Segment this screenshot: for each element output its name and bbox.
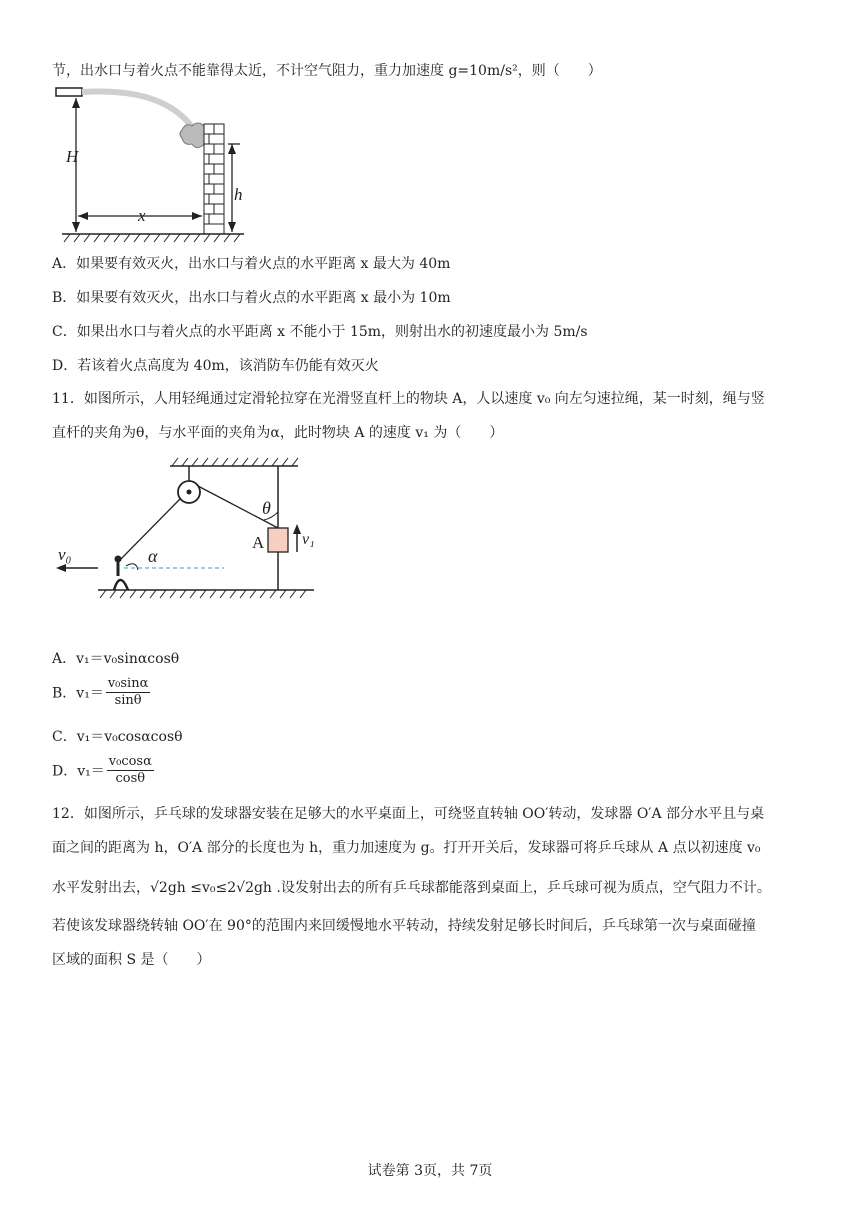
label-H: H — [66, 147, 79, 166]
label-x: x — [138, 206, 146, 225]
fire-truck-diagram — [52, 82, 252, 244]
q11-option-d — [52, 754, 154, 787]
q10-option-b: B．如果要有效灭火，出水口与着火点的水平距离 x 最小为 10m — [52, 290, 451, 306]
q12-line4: 若使该发球器绕转轴 OO′在 90°的范围内来回缓慢地水平转动，持续发射足够长时间后，乒乓球第一次与桌面碰撞 — [52, 918, 756, 934]
q11-option-b-lhs: v₁＝ — [76, 685, 104, 702]
q11-stem-line1: 11．如图所示，人用轻绳通过定滑轮拉穿在光滑竖直杆上的物块 A，人以速度 v₀ 向左匀速拉绳，某一时刻，绳与竖 — [52, 391, 765, 407]
q11-option-b-fraction — [106, 676, 151, 709]
q12-line3: 水平发射出去，√2gh ≤v₀≤2√2gh .设发射出去的所有乒乓球都能落到桌面上，乒乓球可视为质点，空气阻力不计。 — [52, 880, 771, 896]
brick-wall — [204, 124, 224, 234]
block-a-shape — [268, 528, 288, 552]
label-h: h — [234, 185, 243, 204]
q11-option-b-numerator: v₀sinα — [107, 676, 149, 691]
q10-figure — [52, 82, 252, 244]
q11-option-a-prefix: A． — [52, 651, 77, 667]
q12-line2: 面之间的距离为 h，O′A 部分的长度也为 h，重力加速度为 g。打开开关后，发球器可将乒乓球从 A 点以初速度 v₀ — [52, 840, 761, 856]
q10-option-d: D．若该着火点高度为 40m，该消防车仍能有效灭火 — [52, 358, 379, 374]
q11-option-b — [52, 676, 150, 709]
label-alpha: α — [148, 546, 158, 566]
q10-stem-tail: 节，出水口与着火点不能靠得太近，不计空气阻力，重力加速度 g=10m/s²，则（ ） — [52, 63, 602, 79]
label-theta: θ — [262, 498, 271, 518]
pulley-diagram — [52, 456, 322, 606]
q12-line1: 12．如图所示，乒乓球的发球器安装在足够大的水平桌面上，可绕竖直转轴 OO′转动，发球器 O′A 部分水平且与桌 — [52, 806, 765, 822]
label-v1: v₁ — [302, 531, 315, 548]
q11-option-c-text: v₁＝v₀cosαcosθ — [76, 729, 183, 745]
page-footer: 试卷第 3页，共 7页 — [367, 1163, 493, 1179]
q11-option-d-numerator: v₀cosα — [108, 754, 152, 769]
q11-option-d-prefix: D． — [52, 763, 78, 780]
q11-option-c-prefix: C． — [52, 729, 77, 745]
nozzle-shape — [56, 88, 82, 96]
q10-option-a: A．如果要有效灭火，出水口与着火点的水平距离 x 最大为 40m — [52, 256, 451, 272]
q11-option-b-prefix: B． — [52, 685, 77, 702]
label-a: A — [252, 533, 265, 552]
q11-option-c — [52, 726, 183, 746]
q11-option-d-fraction — [107, 754, 154, 787]
q11-option-a-text: v₁＝v₀sinαcosθ — [76, 651, 180, 667]
person-head — [115, 556, 122, 563]
q10-option-c: C．如果出水口与着火点的水平距离 x 不能小于 15m，则射出水的初速度最小为 5m/s — [52, 324, 588, 340]
label-v0: v₀ — [58, 545, 72, 564]
water-arc — [82, 91, 192, 127]
q11-option-d-lhs: v₁＝ — [77, 763, 105, 780]
q11-option-a — [52, 648, 179, 668]
q11-stem-line2: 直杆的夹角为θ，与水平面的夹角为α，此时物块 A 的速度 v₁ 为（ ） — [52, 425, 504, 441]
q11-figure — [52, 456, 322, 606]
q11-option-d-denominator: cosθ — [115, 771, 146, 786]
q12-line5: 区域的面积 S 是（ ） — [52, 952, 211, 968]
q11-option-b-denominator: sinθ — [114, 693, 142, 708]
smoke-shape — [180, 123, 207, 148]
